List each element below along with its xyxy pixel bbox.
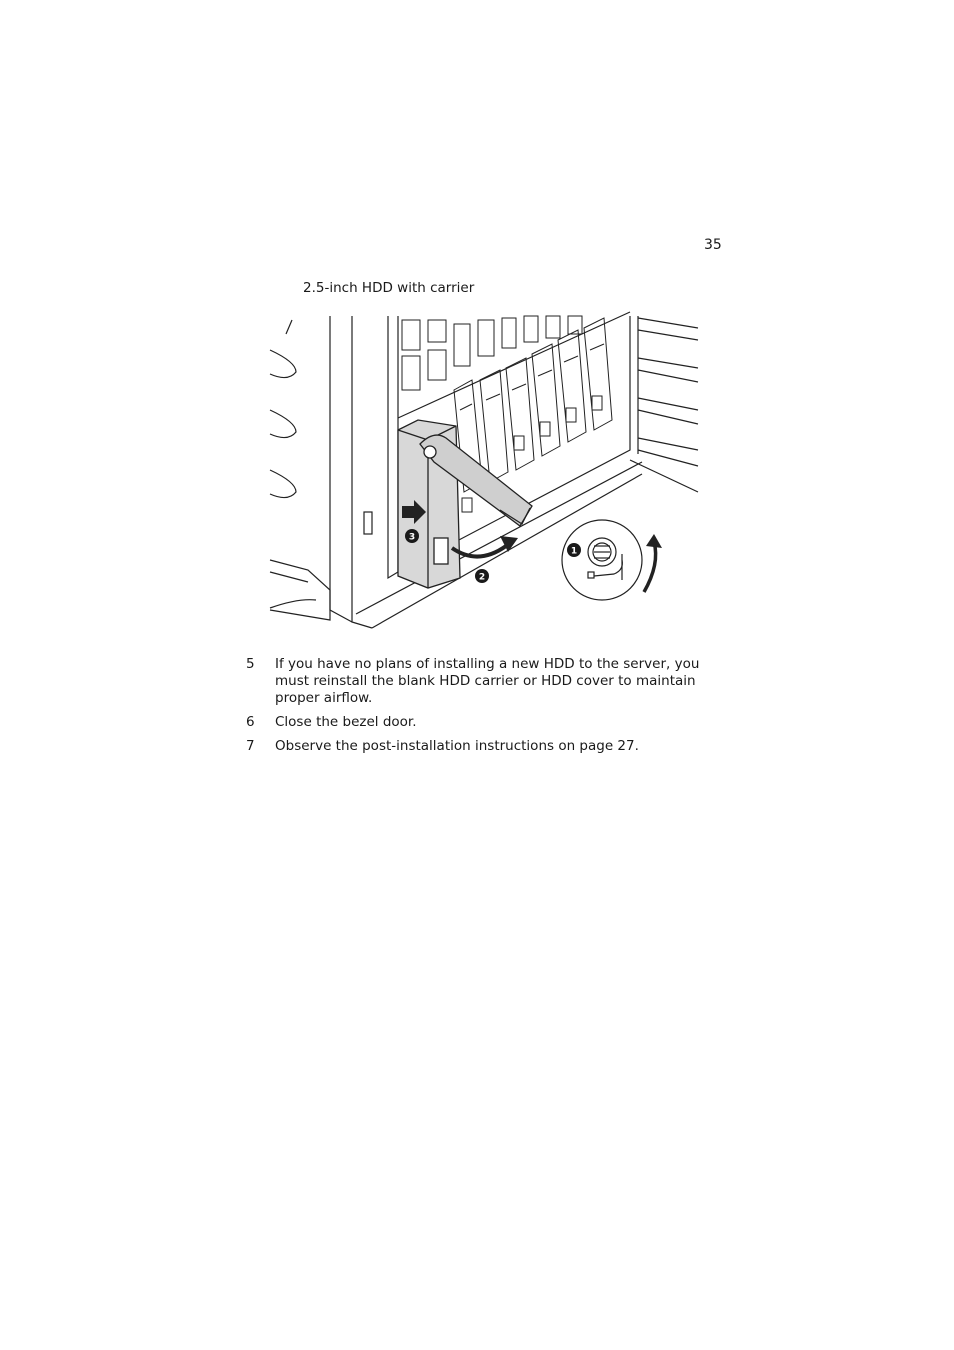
right-bezel-panel: [630, 316, 698, 492]
step-item: [246, 714, 716, 731]
callout-3: [405, 529, 419, 543]
step-item: [246, 738, 716, 755]
rotate-arrow-icon: [644, 542, 656, 592]
callout-2: [475, 569, 489, 583]
instruction-steps: [246, 656, 716, 762]
svg-text:2: 2: [478, 572, 486, 583]
page-number: 35: [704, 237, 722, 253]
hdd-carrier-illustration: [268, 310, 702, 632]
step-text: Close the bezel door.: [275, 714, 417, 730]
svg-text:1: 1: [570, 546, 578, 557]
swing-arrow-icon: [452, 546, 506, 557]
step-number: 6: [246, 714, 255, 730]
step-number: 7: [246, 738, 255, 754]
latch-detail: [562, 520, 642, 600]
step-item: [246, 656, 716, 707]
chassis-edge-left: [330, 316, 352, 622]
bezel-door: [270, 320, 330, 620]
callout-1: [567, 543, 581, 557]
step-text: Observe the post-installation instructions on page 27.: [275, 738, 639, 754]
svg-text:3: 3: [408, 532, 416, 543]
drive-cage: [388, 316, 398, 578]
figure-caption: 2.5-inch HDD with carrier: [303, 280, 475, 296]
step-text: If you have no plans of installing a new HDD to the server, you must reinstall the blank HDD carrier or HDD cover to maintain proper airflow.: [275, 656, 700, 706]
step-number: 5: [246, 656, 255, 672]
